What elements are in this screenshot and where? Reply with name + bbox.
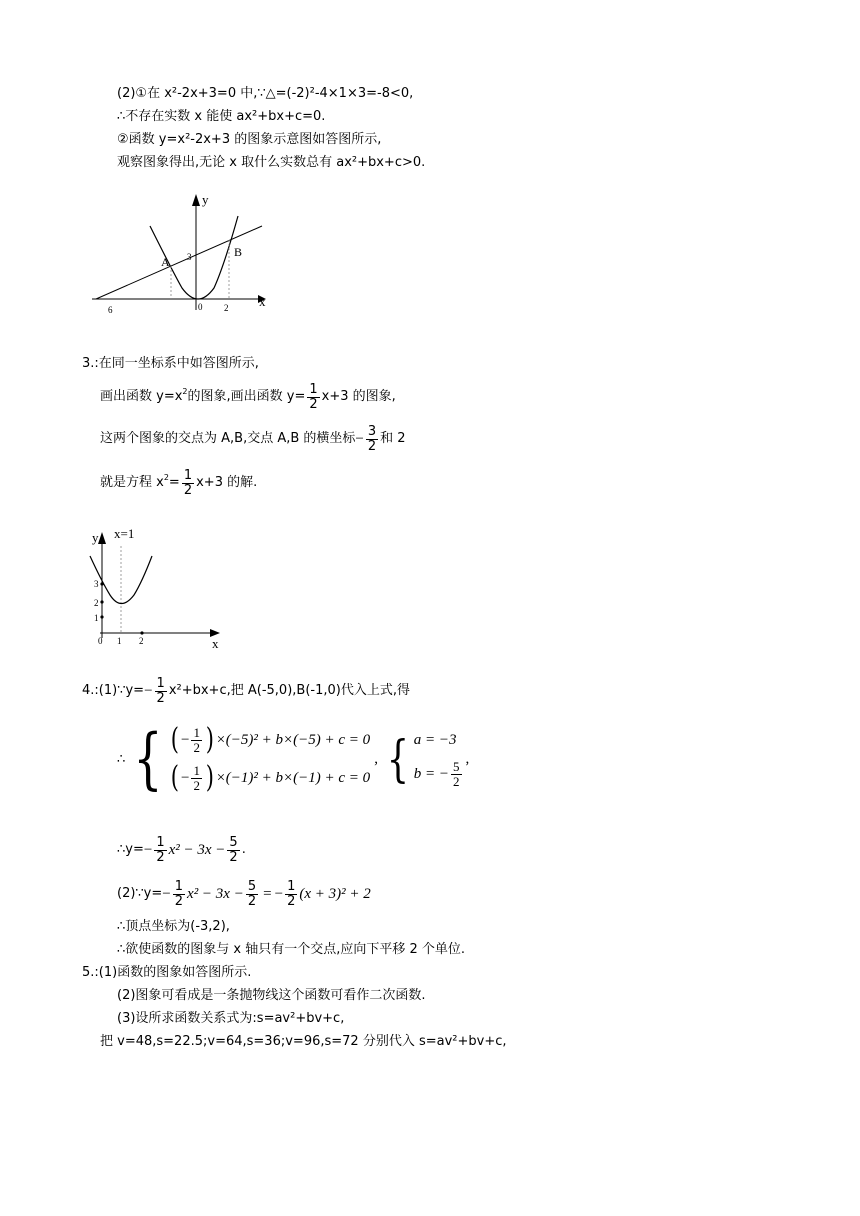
text-line: (2)图象可看成是一条抛物线这个函数可看作二次函数. <box>117 988 426 1003</box>
denominator: 2 <box>247 893 257 909</box>
y-label: y <box>92 530 99 545</box>
numerator: 1 <box>193 724 200 740</box>
numerator: 1 <box>156 834 165 850</box>
denominator: 2 <box>174 893 184 909</box>
denominator: 2 <box>453 773 460 789</box>
comma: , <box>374 750 378 767</box>
equation-system <box>117 721 469 797</box>
numerator: 1 <box>193 762 200 778</box>
paren-close: ) <box>205 760 214 795</box>
denominator: 2 <box>309 396 318 412</box>
tick-2: 2 <box>224 303 229 313</box>
text-line: (3)设所求函数关系式为:s=av²+bv+c, <box>117 1011 345 1026</box>
text-line: 就是方程 x $^2$ = $\frac{1}{2}$ x+3 的解. <box>100 467 258 498</box>
left-brace: { <box>133 720 163 797</box>
fraction-five-halves <box>451 760 462 789</box>
text-line <box>100 424 406 454</box>
denominator: 2 <box>193 777 200 793</box>
equation-text: ×(−5)² + b×(−5) + c = 0 <box>215 731 371 748</box>
minus-sign: − <box>143 842 153 858</box>
y-axis-arrow <box>192 194 200 206</box>
tick-3: 3 <box>187 252 192 262</box>
text-line: 画出函数 y=x $^2$ 的图象,画出函数 y= $\frac{1}{2}$ x+3 的图象, <box>100 381 396 412</box>
solution-rows <box>414 725 464 793</box>
tick-x2: 2 <box>139 636 144 646</box>
point-A-label: A <box>161 255 170 269</box>
text-line: ②函数 y=x²-2x+3 的图象示意图如答图所示, <box>117 132 382 147</box>
denominator: 2 <box>229 849 238 865</box>
fraction-half <box>173 880 185 909</box>
fraction-half <box>191 764 202 793</box>
numerator: 5 <box>453 758 460 774</box>
point-B-label: B <box>234 245 243 259</box>
equation-text: ×(−1)² + b×(−1) + c = 0 <box>215 769 371 786</box>
fraction-half <box>307 383 319 412</box>
denominator: 2 <box>287 893 296 909</box>
text: 和 2 <box>380 431 406 446</box>
fraction-five-halves <box>246 880 258 909</box>
text-line: ∴不存在实数 x 能使 ax²+bx+c=0. <box>117 109 326 124</box>
tick-x1: 1 <box>117 636 122 646</box>
point-3 <box>100 582 103 585</box>
expression: (x + 3)² + 2 <box>299 886 371 902</box>
text: 的图象,画出函数 y= <box>187 389 306 404</box>
y-label: y <box>202 192 209 207</box>
text: = <box>168 475 180 490</box>
parabola-figure-x1 <box>86 522 226 652</box>
minus-sign: − <box>181 769 190 786</box>
text: x+3 的图象, <box>321 389 396 404</box>
tick-0: 0 <box>198 302 203 312</box>
text-line <box>117 834 246 866</box>
minus-sign: − <box>274 886 284 902</box>
parabola-line-figure <box>88 186 278 316</box>
equation-rows <box>169 721 370 797</box>
tick-0: 0 <box>98 636 103 646</box>
point-1 <box>100 615 103 618</box>
expression: x² − 3x − <box>187 886 244 902</box>
minus-sign: − <box>355 431 364 447</box>
tick-2: 2 <box>94 598 99 608</box>
denominator: 2 <box>367 438 377 454</box>
solution-b <box>414 755 464 793</box>
fraction-half <box>154 836 166 865</box>
fraction-three-halves <box>366 425 378 454</box>
denominator: 2 <box>183 482 193 498</box>
text: . <box>241 842 246 857</box>
x-label: x <box>212 636 219 651</box>
text: 就是方程 x <box>100 475 164 490</box>
paren-close: ) <box>205 722 214 757</box>
denominator: 2 <box>156 690 165 706</box>
text-line <box>82 676 410 706</box>
line-graph <box>96 226 262 299</box>
left-brace: { <box>386 730 409 788</box>
text-line: 3.:在同一坐标系中如答图所示, <box>82 356 259 371</box>
denominator: 2 <box>156 849 165 865</box>
text: (2)∵y= <box>117 886 163 901</box>
tick-3: 3 <box>94 579 99 589</box>
numerator: 1 <box>309 381 318 397</box>
text-line: ∴顶点坐标为(-3,2), <box>117 919 230 934</box>
fraction-half <box>191 726 202 755</box>
text: ∴y= <box>117 842 144 857</box>
y-axis-arrow <box>98 532 106 544</box>
numerator: 1 <box>287 878 296 894</box>
text-line: 5.:(1)函数的图象如答图所示. <box>82 965 252 980</box>
numerator: 5 <box>247 878 257 894</box>
point-2 <box>100 600 103 603</box>
minus-sign: − <box>162 886 171 902</box>
minus-sign: − <box>181 731 190 748</box>
fraction-half <box>285 880 297 909</box>
tick-6: 6 <box>108 305 113 315</box>
denominator: 2 <box>193 739 200 755</box>
text-line <box>117 878 371 910</box>
text: x+3 的解. <box>196 475 258 490</box>
numerator: 1 <box>174 878 184 894</box>
expression: x² − 3x − <box>168 842 226 858</box>
numerator: 3 <box>367 423 377 439</box>
x-label: x <box>259 294 266 309</box>
paren-open: ( <box>171 760 180 795</box>
text: 这两个图象的交点为 A,B,交点 A,B 的横坐标 <box>100 431 356 446</box>
equation-row-2 <box>169 759 370 797</box>
numerator: 5 <box>229 834 238 850</box>
point-x2 <box>140 631 143 634</box>
numerator: 1 <box>156 675 165 691</box>
comma: , <box>465 750 470 767</box>
tick-1: 1 <box>94 613 99 623</box>
solution-a: a = −3 <box>413 731 457 748</box>
therefore-sign: ∴ <box>117 751 126 767</box>
text: x²+bx+c,把 A(-5,0),B(-1,0)代入上式,得 <box>168 683 410 698</box>
text-line: 把 v=48,s=22.5;v=64,s=36;v=96,s=72 分别代入 s=av²+bv+c, <box>100 1034 507 1049</box>
x-eq-1-label: x=1 <box>114 526 135 541</box>
minus-sign: − <box>144 683 153 699</box>
text-line: (2)①在 x²-2x+3=0 中,∵△=(-2)²-4×1×3=-8<0, <box>117 86 414 101</box>
text: 画出函数 y=x <box>100 389 183 404</box>
paren-open: ( <box>171 722 180 757</box>
fraction-half <box>155 677 167 706</box>
text-line: 观察图象得出,无论 x 取什么实数总有 ax²+bx+c>0. <box>117 155 426 170</box>
numerator: 1 <box>183 467 193 483</box>
fraction-five-halves <box>227 836 239 865</box>
equals-sign: = <box>263 886 272 902</box>
text: 4.:(1)∵y= <box>82 683 145 698</box>
fraction-half <box>182 469 194 498</box>
text-line: ∴欲使函数的图象与 x 轴只有一个交点,应向下平移 2 个单位. <box>117 942 466 957</box>
text: b = − <box>413 765 449 782</box>
equation-row-1 <box>169 721 370 759</box>
